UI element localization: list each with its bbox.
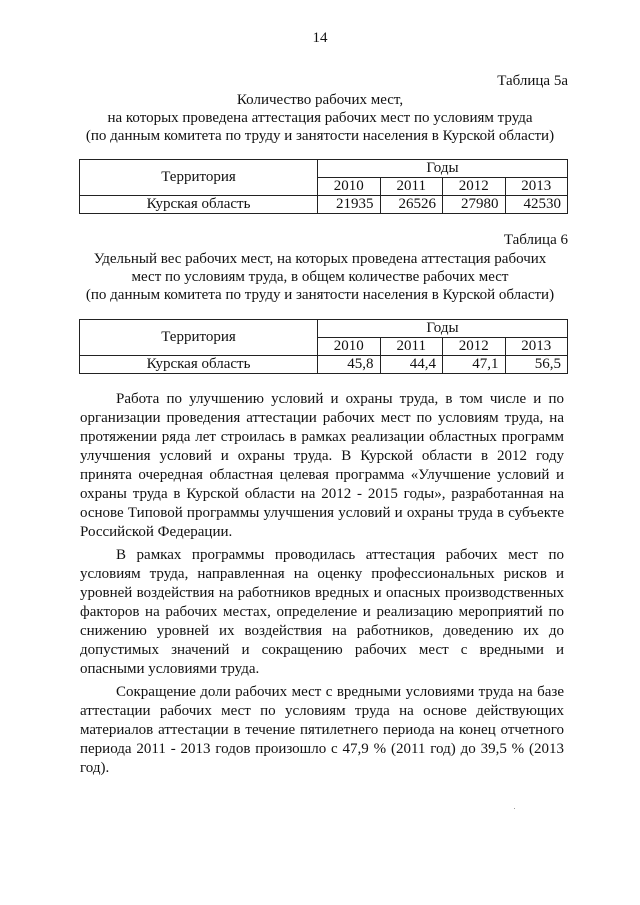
territory-header: Территория bbox=[80, 160, 318, 196]
value-cell: 44,4 bbox=[380, 356, 443, 374]
caption-line: (по данным комитета по труду и занятости населения в Курской области) bbox=[85, 287, 555, 303]
year-header: 2010 bbox=[318, 338, 381, 356]
caption-line: мест по условиям труда, в общем количестве рабочих мест bbox=[131, 269, 509, 285]
table-5a-caption bbox=[60, 91, 580, 145]
caption-line: на которых проведена аттестация рабочих мест по условиям труда bbox=[107, 110, 533, 126]
caption-line: Удельный вес рабочих мест, на которых проведена аттестация рабочих bbox=[93, 251, 547, 267]
value-cell: 42530 bbox=[505, 196, 568, 214]
table-6-label: Таблица 6 bbox=[503, 232, 568, 248]
territory-header: Территория bbox=[80, 320, 318, 356]
table-5a-label: Таблица 5а bbox=[497, 73, 568, 89]
value-cell: 21935 bbox=[318, 196, 381, 214]
region-cell: Курская область bbox=[80, 196, 318, 214]
paragraph: В рамках программы проводилась аттестация рабочих мест по условиям труда, направленная на оценку профессиональных рисков и уровней воздействия на работников вредных и опасных производственных факторов на рабочих местах, определение и реализацию мероприятий по снижению уровней их воздействия на работников, доведению их до допустимых значений и сокращению рабочих мест с вредными и опасными условиями труда. bbox=[80, 547, 564, 677]
year-header: 2013 bbox=[505, 338, 568, 356]
value-cell: 45,8 bbox=[318, 356, 381, 374]
year-header: 2012 bbox=[443, 178, 506, 196]
year-header: 2011 bbox=[380, 178, 443, 196]
scan-dot bbox=[514, 808, 515, 809]
page-number: 14 bbox=[312, 30, 328, 46]
value-cell: 56,5 bbox=[505, 356, 568, 374]
value-cell: 27980 bbox=[443, 196, 506, 214]
year-header: 2010 bbox=[318, 178, 381, 196]
year-header: 2011 bbox=[380, 338, 443, 356]
year-header: 2013 bbox=[505, 178, 568, 196]
value-cell: 47,1 bbox=[443, 356, 506, 374]
paragraph: Сокращение доли рабочих мест с вредными условиями труда на базе аттестации рабочих мест по условиям труда на основе действующих материалов аттестации в течение пятилетнего периода на конец отчетного периода 2011 - 2013 годов произошло с 47,9 % (2011 год) до 39,5 % (2013 год). bbox=[80, 684, 564, 776]
region-cell: Курская область bbox=[80, 356, 318, 374]
years-header: Годы bbox=[318, 320, 568, 338]
table-6 bbox=[79, 319, 568, 374]
table-6-caption bbox=[60, 250, 580, 304]
table-row bbox=[80, 356, 568, 374]
table-row bbox=[80, 196, 568, 214]
paragraph: Работа по улучшению условий и охраны труда, в том числе и по организации проведения аттестации рабочих мест по условиям труда, на протяжении ряда лет строилась в рамках реализации областных программ улучшения условий и охраны труда. В Курской области в 2012 году принята очередная областная целевая программа «Улучшение условий и охраны труда в Курской области на 2012 - 2015 годы», разработанная на основе Типовой программы улучшения условий и охраны труда в субъекте Российской Федерации. bbox=[80, 391, 564, 540]
year-header: 2012 bbox=[443, 338, 506, 356]
table-5a bbox=[79, 159, 568, 214]
years-header: Годы bbox=[318, 160, 568, 178]
caption-line: (по данным комитета по труду и занятости населения в Курской области) bbox=[85, 128, 555, 144]
body-text bbox=[80, 390, 564, 782]
value-cell: 26526 bbox=[380, 196, 443, 214]
caption-line: Количество рабочих мест, bbox=[236, 92, 404, 108]
